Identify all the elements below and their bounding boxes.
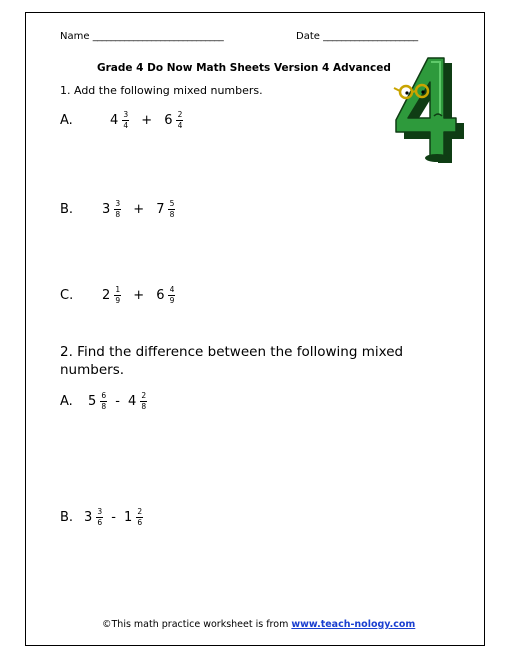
fraction: $\frac{1}{9}$ bbox=[115, 285, 121, 305]
whole-number: 3 bbox=[102, 202, 111, 217]
fraction: $\frac{6}{8}$ bbox=[101, 391, 107, 411]
name-field[interactable] bbox=[60, 31, 223, 42]
problem-add-b bbox=[60, 200, 175, 219]
fraction: $\frac{3}{6}$ bbox=[97, 507, 103, 527]
whole-number: 5 bbox=[88, 394, 97, 409]
operator: - bbox=[115, 394, 120, 409]
footer-link[interactable]: www.teach-nology.com bbox=[291, 619, 416, 630]
section2-instruction-line1: 2. Find the difference between the following mixed bbox=[60, 344, 404, 360]
problem-label: B. bbox=[60, 510, 74, 525]
name-label: Name bbox=[60, 31, 90, 42]
problem-label: B. bbox=[60, 202, 74, 217]
footer-text: ©This math practice worksheet is from bbox=[102, 619, 289, 630]
problem-add-c bbox=[60, 286, 175, 305]
worksheet-title: Grade 4 Do Now Math Sheets Version 4 Advanced bbox=[97, 62, 391, 74]
number-four-with-glasses-icon bbox=[388, 54, 472, 164]
whole-number: 4 bbox=[127, 394, 137, 409]
whole-number: 6 bbox=[164, 113, 173, 128]
problem-sub-a bbox=[60, 392, 147, 411]
fraction: $\frac{3}{4}$ bbox=[123, 110, 129, 130]
whole-number: 7 bbox=[156, 202, 165, 217]
operator: + bbox=[141, 113, 153, 128]
fraction: $\frac{2}{6}$ bbox=[137, 507, 143, 527]
section2-instruction-line2: numbers. bbox=[60, 362, 125, 378]
whole-number: 6 bbox=[156, 288, 165, 303]
name-line: _____________________________ bbox=[92, 31, 224, 42]
problem-label: A. bbox=[60, 394, 73, 409]
problem-label: C. bbox=[60, 288, 74, 303]
whole-number: 2 bbox=[102, 288, 111, 303]
problem-sub-b bbox=[60, 508, 143, 527]
fraction: $\frac{3}{8}$ bbox=[115, 199, 121, 219]
whole-number: 4 bbox=[110, 113, 119, 128]
whole-number: 1 bbox=[123, 510, 133, 525]
problem-add-a bbox=[60, 111, 183, 130]
fraction: $\frac{5}{8}$ bbox=[169, 199, 175, 219]
date-line: _____________________ bbox=[323, 31, 418, 42]
operator: - bbox=[111, 510, 116, 525]
operator: + bbox=[133, 202, 145, 217]
problem-label: A. bbox=[60, 113, 73, 128]
whole-number: 3 bbox=[84, 510, 93, 525]
date-label: Date bbox=[296, 31, 320, 42]
fraction: $\frac{4}{9}$ bbox=[169, 285, 175, 305]
date-field[interactable] bbox=[296, 31, 418, 42]
fraction: $\frac{2}{4}$ bbox=[177, 110, 183, 130]
fraction: $\frac{2}{8}$ bbox=[141, 391, 147, 411]
footer bbox=[102, 619, 415, 630]
operator: + bbox=[133, 288, 145, 303]
section1-instruction: 1. Add the following mixed numbers. bbox=[60, 84, 263, 97]
